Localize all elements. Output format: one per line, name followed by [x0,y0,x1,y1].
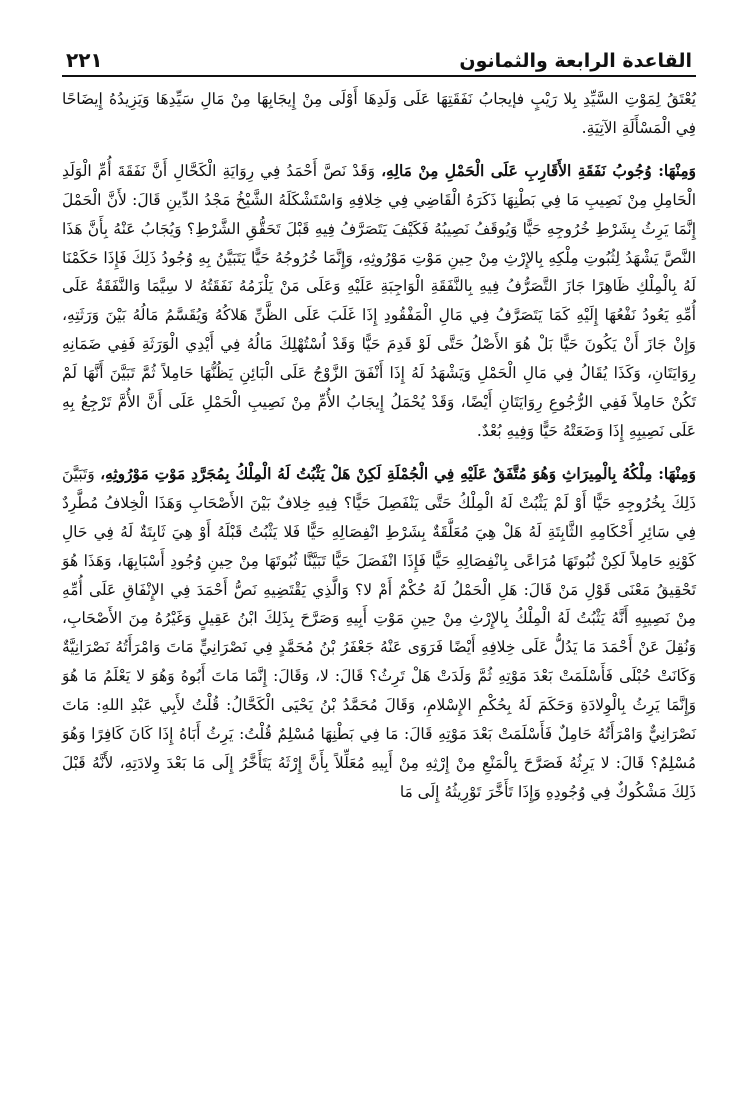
page-header [62,38,696,77]
paragraph-2-text: وَقَدْ نَصَّ أَحْمَدُ فِي رِوَايَةِ الْكَحَّالِ أَنَّ نَفَقَةَ أُمِّ الْوَلَدِ الْحَامِلِ مِنْ نَصِيبِ مَا فِي بَطْنِهَا ذَكَرَهُ الْقَاضِي فِي خِلافِهِ وَاسْتَشْكَلَهُ الشَّيْخُ مَجْدُ الدِّينِ قَالَ: لأَنَّ الْحَمْلَ إِنَّمَا يَرِثُ بِشَرْطِ خُرُوجِهِ حَيًّا وَيُوقَفُ نَصِيبُهُ فَكَيْفَ يَتَصَرَّفُ فِيهِ قَبْلَ تَحَقُّقِ الشَّرْطِ؟ وَيُجَابُ عَنْهُ بِأَنَّ هَذَا النَّصَّ يَشْهَدُ لِثُبُوتِ مِلْكِهِ بِالإِرْثِ مِنْ حِينِ مَوْتِ مَوْرُوثِهِ، وَإِنَّمَا خُرُوجُهُ حَيًّا يَتَبَيَّنُ بِهِ وُجُودُ ذَلِكَ فَإِذَا حَكَمْنَا لَهُ بِالْمِلْكِ ظَاهِرًا جَازَ التَّصَرُّفُ فِيهِ بِالنَّفَقَةِ الْوَاجِبَةِ عَلَيْهِ وَعَلَى مَنْ يَلْزَمُهُ نَفَقَتُهُ لا سِيَّمَا وَالنَّفَقَةُ عَلَى أُمِّهِ يَعُودُ نَفْعُهَا إِلَيْهِ كَمَا يَتَصَرَّفُ فِي مَالِ الْمَفْقُودِ إِذَا غَلَبَ عَلَى الظَّنِّ هَلاكُهُ وَيُقَسَّمُ مَالُهُ بَيْنَ وَرَثَتِهِ، وَإِنْ جَازَ أَنْ يَكُونَ حَيًّا بَلْ هُوَ الأَصْلُ حَتَّى لَوْ قَدِمَ حَيًّا وَقَدْ اُسْتُهْلِكَ مَالُهُ فِي أَيْدِي الْوَرَثَةِ فَفِي ضَمَانِهِ رِوَايَتَانِ، وَكَذَا يُقَالُ فِي مَالِ الْحَمْلِ وَيَشْهَدُ لَهُ إِذَا أَنْفَقَ الزَّوْجُ عَلَى الْبَائِنِ يَظُنُّهَا حَامِلاً ثُمَّ تَبَيَّنَ أَنَّهَا لَمْ تَكُنْ حَامِلاً فَفِي الرُّجُوعِ رِوَايَتَانِ أَيْضًا، وَقَدْ يُحْمَلُ إِيجَابُ الأُمِّ مِنْ نَصِيبِ الْحَمْلِ عَلَى أَنَّ الأُمَّ تَرْجِعُ بِهِ عَلَى نَصِيبِهِ إِذَا وَضَعَتْهُ حَيًّا وَفِيهِ بُعْدٌ. [62,161,696,440]
paragraph-2 [62,157,696,446]
paragraph-3 [62,460,696,807]
paragraph-1-text: يُعْتَقُ لِمَوْتِ السَّيِّدِ بِلا رَيْبٍ فإيجابُ نَفَقَتِهَا عَلَى وَلَدِهَا أَوْلَى مِنْ إِيجَابِهَا مِنْ مَالِ سَيِّدِهَا وَيَزِيدُهُ إِيضَاحًا فِي الْمَسْأَلَةِ الآتِيَةِ. [62,90,696,137]
paragraph-1 [62,85,696,143]
book-page [62,38,696,1078]
page-body [62,85,696,807]
page-number: ٢٢١ [66,48,103,72]
paragraph-2-lead: وَمِنْهَا: وُجُوبُ نَفَقَةِ الأَقَارِبِ عَلَى الْحَمْلِ مِنْ مَالِهِ، [381,161,696,180]
running-title: القاعدة الرابعة والثمانون [459,50,692,72]
paragraph-3-text: وَتَبَيَّنَ ذَلِكَ بِخُرُوجِهِ حَيًّا أَوْ لَمْ يَثْبُتْ لَهُ الْمِلْكُ حَتَّى يَنْفَصِلَ حَيًّا؟ فِيهِ خِلافٌ بَيْنَ الأَصْحَابِ وَهَذَا الْخِلافُ مُطَّرِدٌ فِي سَائِرِ أَحْكَامِهِ الثَّابِتَةِ لَهُ هَلْ هِيَ مُعَلَّقَةٌ بِشَرْطِ انْفِصَالِهِ حَيًّا فَلا يَثْبُتُ قَبْلَهُ أَوْ هِيَ ثَابِتَةٌ لَهُ فِي حَالِ كَوْنِهِ حَامِلاً لَكِنْ ثُبُوتَهَا مُرَاعًى بِانْفِصَالِهِ حَيًّا فَإِذَا انْفَصَلَ حَيًّا تَبَيَّنَّا ثُبُوتَهَا مِنْ حِينِ وُجُودِ أَسْبَابِهَا، وَهَذَا هُوَ تَحْقِيقُ مَعْنَى قَوْلِ مَنْ قَالَ: هَلِ الْحَمْلُ لَهُ حُكْمٌ أَمْ لا؟ وَالَّذِي يَقْتَضِيهِ نَصُّ أَحْمَدَ فِي الإِنْفَاقِ عَلَى أُمِّهِ مِنْ نَصِيبِهِ أَنَّهُ يَثْبُتُ لَهُ الْمِلْكُ بِالإِرْثِ مِنْ حِينِ مَوْتِ أَبِيهِ وَصَرَّحَ بِذَلِكَ ابْنُ عَقِيلٍ وَغَيْرُهُ مِنَ الأَصْحَابِ، وَنُقِلَ عَنْ أَحْمَدَ مَا يَدُلُّ عَلَى خِلافِهِ أَيْضًا فَرَوَى عَنْهُ جَعْفَرُ بْنُ مُحَمَّدٍ فِي نَصْرَانِيٍّ مَاتَ وَامْرَأَتُهُ نَصْرَانِيَّةٌ وَكَانَتْ حُبْلَى فَأَسْلَمَتْ بَعْدَ مَوْتِهِ ثُمَّ وَلَدَتْ هَلْ تَرِثُ؟ قَالَ: لا، وَقَالَ: إِنَّمَا مَاتَ أَبُوهُ وَهُوَ لا يَعْلَمُ مَا هُوَ وَإِنَّمَا يَرِثُ بِالْوِلادَةِ وَحَكَمَ لَهُ بِحُكْمِ الإِسْلامِ، وَقَالَ مُحَمَّدُ بْنُ يَحْيَى الْكَحَّالُ: قُلْتُ لأَبِي عَبْدِ اللهِ: مَاتَ نَصْرَانِيٌّ وَامْرَأَتُهُ حَامِلٌ فَأَسْلَمَتْ بَعْدَ مَوْتِهِ قَالَ: مَا فِي بَطْنِهَا مُسْلِمٌ قُلْتُ: يَرِثُ أَبَاهُ إِذَا كَانَ كَافِرًا وَهُوَ مُسْلِمٌ؟ قَالَ: لا يَرِثُهُ فَصَرَّحَ بِالْمَنْعِ مِنْ إِرْثِهِ مِنْ أَبِيهِ مُعَلِّلاً بِأَنَّ إِرْثَهُ يَتَأَخَّرُ إِلَى مَا بَعْدَ وِلادَتِهِ، لأَنَّهُ قَبْلَ ذَلِكَ مَشْكُوكٌ فِي وُجُودِهِ وَإِذَا تَأَخَّرَ تَوْرِيثُهُ إِلَى مَا [62,464,696,801]
paragraph-3-lead: وَمِنْهَا: مِلْكُهُ بِالْمِيرَاثِ وَهُوَ مُتَّفَقٌ عَلَيْهِ فِي الْجُمْلَةِ لَكِنْ هَلْ يَثْبُتُ لَهُ الْمِلْكُ بِمُجَرَّدِ مَوْتِ مَوْرُوثِهِ، [100,464,696,483]
